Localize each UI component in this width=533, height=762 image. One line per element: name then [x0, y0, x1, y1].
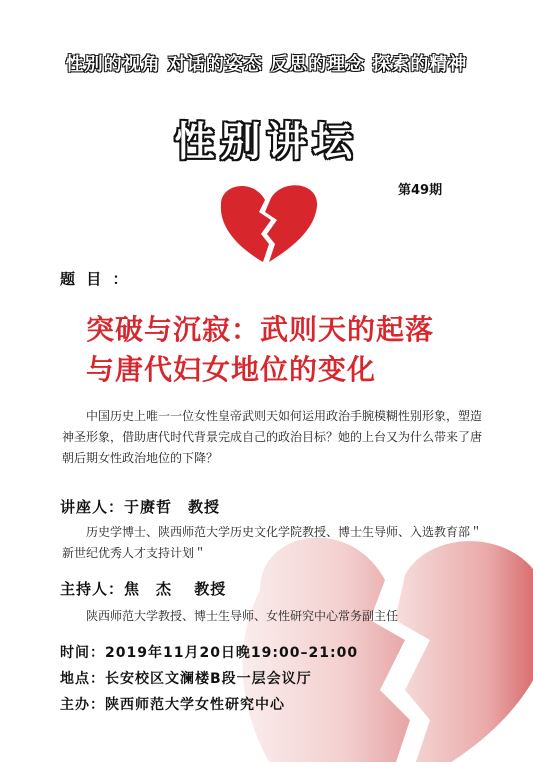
lecture-title-line-1: 突破与沉寂：武则天的起落	[86, 313, 435, 346]
topic-label: 题 目 ：	[60, 270, 131, 288]
broken-heart-icon	[213, 182, 325, 262]
slogan: 性别的视角 对话的姿态 反思的理念 探索的精神	[65, 54, 468, 75]
speaker-label: 讲座人：于赓哲 教授	[60, 498, 221, 516]
lecture-title	[86, 310, 506, 390]
lecture-abstract: 中国历史上唯一一位女性皇帝武则天如何运用政治手腕模糊性别形象，塑造神圣形象，借助唐代时代背景完成自己的政治目标？她的上台又为什么带来了唐朝后期女性政治地位的下降？	[62, 409, 483, 465]
event-location: 地点：长安校区文澜楼B段一层会议厅	[60, 671, 312, 687]
event-time: 时间：2019年11月20日晚19:00–21:00	[60, 645, 359, 661]
issue-number: 第49期	[398, 183, 443, 198]
page-title: 性别讲坛	[174, 119, 359, 165]
speaker-bio: 历史学博士、陕西师范大学历史文化学院教授、博士生导师、入选教育部＂新世纪优秀人才支持计划＂	[62, 525, 483, 560]
host-bio: 陕西师范大学教授、博士生导师、女性研究中心常务副主任	[86, 609, 399, 623]
host-label: 主持人：焦 杰 教授	[60, 580, 227, 598]
lecture-title-line-2: 与唐代妇女地位的变化	[86, 353, 377, 386]
event-organizer: 主办：陕西师范大学女性研究中心	[60, 697, 285, 713]
